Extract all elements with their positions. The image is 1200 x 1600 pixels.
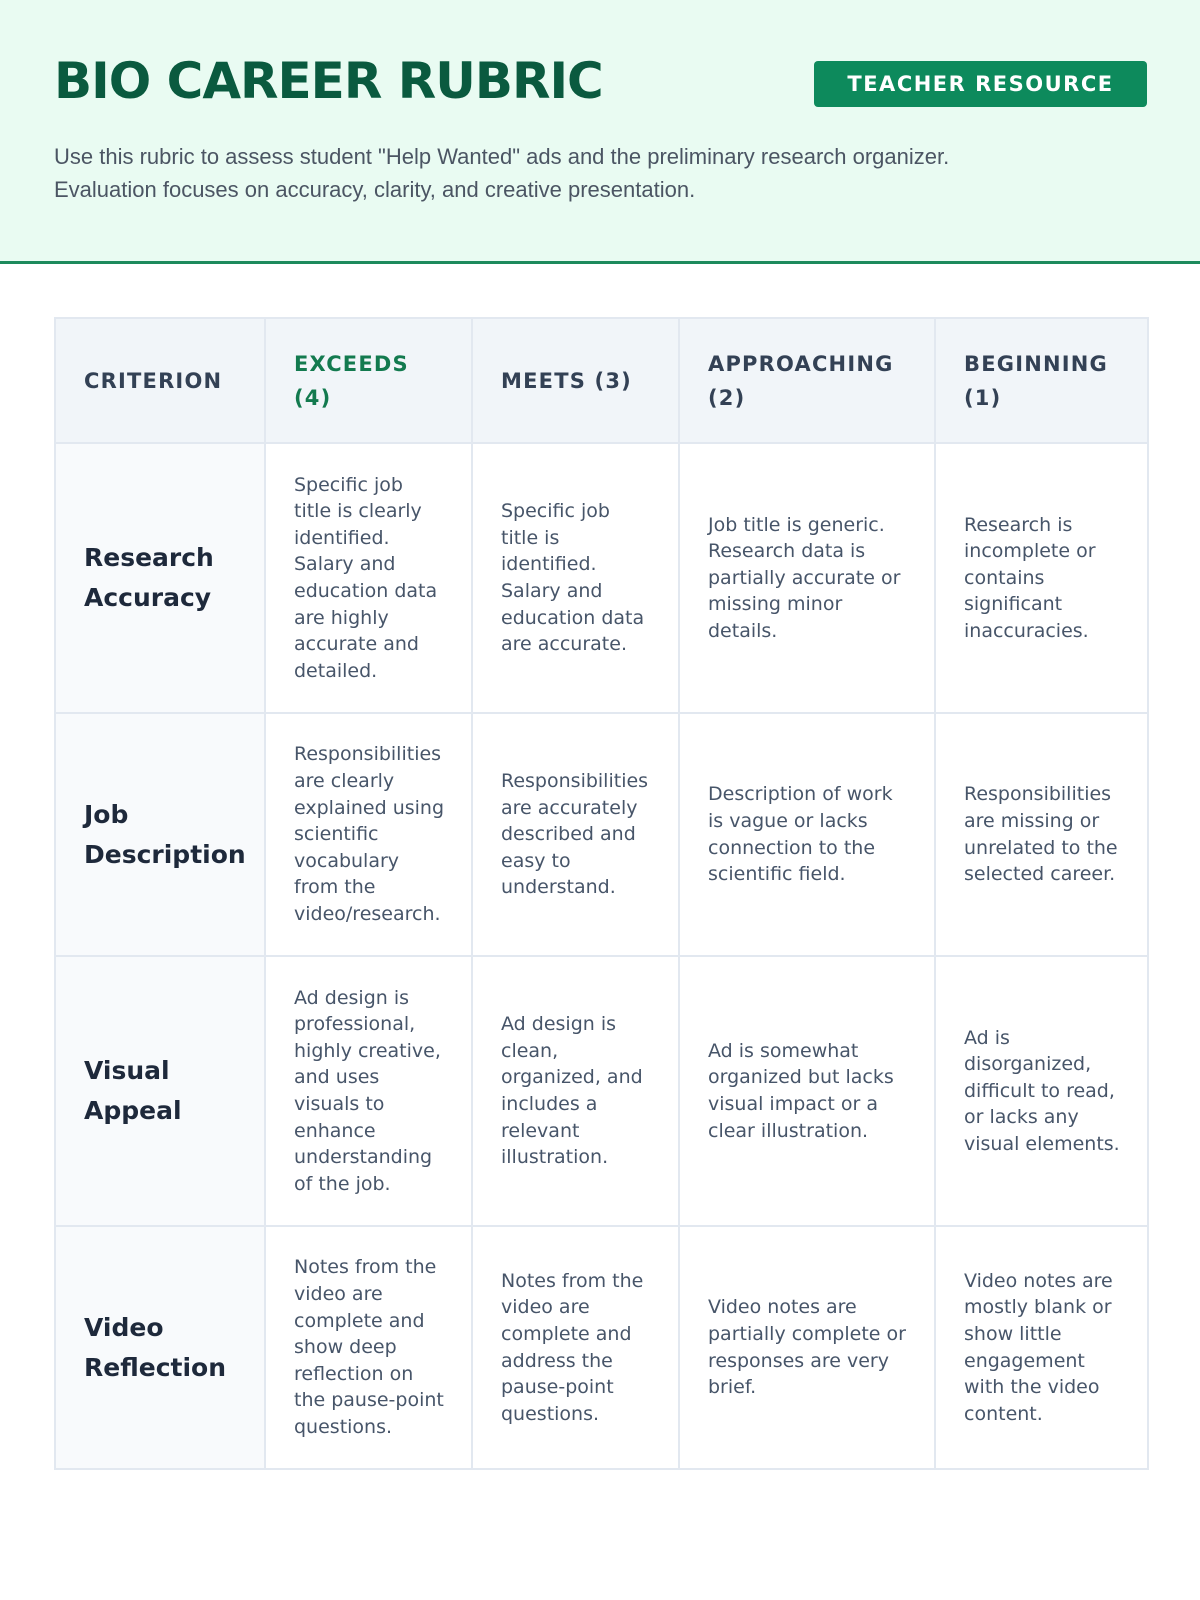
criterion-cell: Visual Appeal — [55, 956, 265, 1226]
exceeds-cell: Specific job title is clearly identified. Salary and education data are highly accurate and detailed. — [265, 443, 472, 713]
approaching-cell: Ad is somewhat organized but lacks visual impact or a clear illustration. — [679, 956, 935, 1226]
exceeds-cell: Responsibilities are clearly explained using scientific vocabulary from the video/research. — [265, 713, 472, 956]
column-header-approaching: APPROACHING (2) — [679, 318, 935, 443]
meets-cell: Ad design is clean, organized, and includes a relevant illustration. — [472, 956, 679, 1226]
exceeds-cell: Ad design is professional, highly creative, and uses visuals to enhance understanding of the job. — [265, 956, 472, 1226]
table-row — [55, 713, 1148, 956]
beginning-cell: Ad is disorganized, difficult to read, or lacks any visual elements. — [935, 956, 1148, 1226]
criterion-cell: Video Reflection — [55, 1226, 265, 1469]
table-row — [55, 956, 1148, 1226]
approaching-cell: Description of work is vague or lacks connection to the scientific field. — [679, 713, 935, 956]
rubric-header-row — [55, 318, 1148, 443]
approaching-cell: Job title is generic. Research data is partially accurate or missing minor details. — [679, 443, 935, 713]
beginning-cell: Responsibilities are missing or unrelated to the selected career. — [935, 713, 1148, 956]
column-header-meets: MEETS (3) — [472, 318, 679, 443]
column-header-criterion: CRITERION — [55, 318, 265, 443]
rubric-table — [54, 317, 1149, 1470]
meets-cell: Notes from the video are complete and address the pause-point questions. — [472, 1226, 679, 1469]
column-header-exceeds: EXCEEDS (4) — [265, 318, 472, 443]
header-banner — [0, 0, 1200, 264]
teacher-resource-badge: TEACHER RESOURCE — [814, 61, 1147, 107]
table-row — [55, 443, 1148, 713]
beginning-cell: Video notes are mostly blank or show little engagement with the video content. — [935, 1226, 1148, 1469]
criterion-cell: Research Accuracy — [55, 443, 265, 713]
intro-text — [54, 140, 1154, 206]
page-title: BIO CAREER RUBRIC — [54, 52, 603, 110]
approaching-cell: Video notes are partially complete or responses are very brief. — [679, 1226, 935, 1469]
criterion-cell: Job Description — [55, 713, 265, 956]
beginning-cell: Research is incomplete or contains significant inaccuracies. — [935, 443, 1148, 713]
meets-cell: Specific job title is identified. Salary and education data are accurate. — [472, 443, 679, 713]
table-row — [55, 1226, 1148, 1469]
intro-line-2: Evaluation focuses on accuracy, clarity, and creative presentation. — [54, 177, 696, 202]
intro-line-1: Use this rubric to assess student "Help Wanted" ads and the preliminary research organizer. — [54, 144, 950, 169]
column-header-beginning: BEGINNING (1) — [935, 318, 1148, 443]
exceeds-cell: Notes from the video are complete and show deep reflection on the pause-point questions. — [265, 1226, 472, 1469]
meets-cell: Responsibilities are accurately described and easy to understand. — [472, 713, 679, 956]
